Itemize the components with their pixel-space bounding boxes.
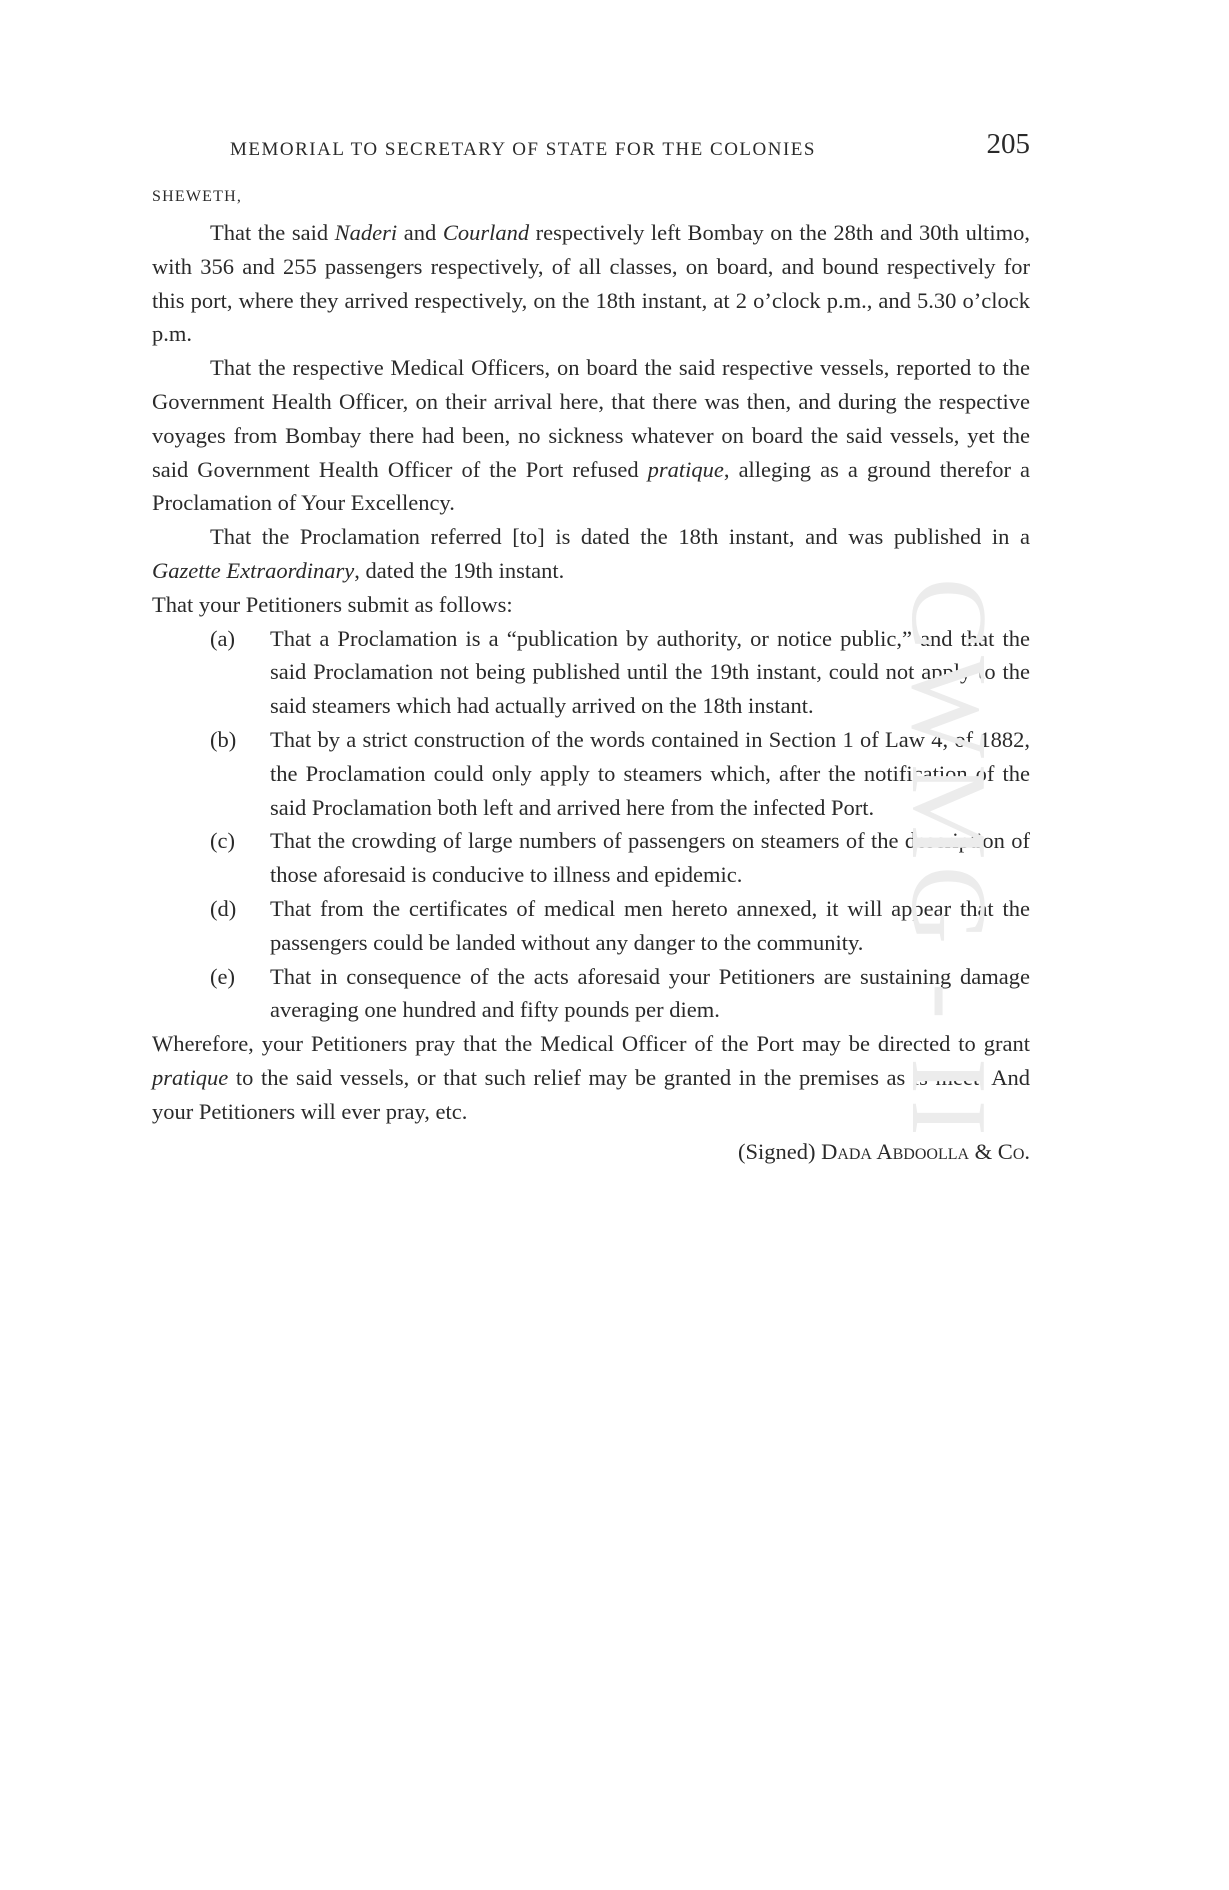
list-item-text: That by a strict construction of the words contained in Section 1 of Law 4, of 1882, the Proclamation could only apply to steamers which, after the notification of the said Proclamation both left and arrived here from the infected Port. (270, 726, 1030, 820)
list-item-marker: (a) (210, 625, 235, 651)
signature-prefix: (Signed) (737, 1138, 816, 1164)
list-item-marker: (b) (210, 726, 237, 752)
paragraph-medical-officers: That the respective Medical Officers, on board the said respective vessels, reported to the Government Health Officer, on their arrival here, that there was then, and during the respective voyages from Bombay there had been, no sickness whatever on board the said vessels, yet the said Government Health Officer of the Port refused pratique, alleging as a ground therefor a Proclamation of Your Excellency. (152, 355, 1030, 516)
list-item-text: That in consequence of the acts aforesaid your Petitioners are sustaining damage averaging one hundred and fifty pounds per diem. (270, 963, 1030, 1023)
ship-name-naderi: Naderi (334, 220, 398, 245)
running-head (152, 128, 1030, 168)
watermark: CWMG - II (889, 578, 1008, 1142)
paragraph-proclamation: That the Proclamation referred [to] is dated the 18th instant, and was published in a Gazette Extraordinary, dated the 19th instant. (152, 524, 1030, 583)
paragraph-prayer: Wherefore, your Petitioners pray that the Medical Officer of the Port may be directed to grant pratique to the said vessels, or that such relief may be granted in the premises as is meet. And your Petitioners will ever pray, etc. (152, 1031, 1030, 1124)
list-item-text: That a Proclamation is a “publication by authority, or notice public,” and that the said Proclamation not being published until the 19th instant, could not apply to the said steamers which had actually arrived on the 18th instant. (270, 625, 1030, 719)
paragraph-arrival: That the said Naderi and Courland respectively left Bombay on the 28th and 30th ultimo, with 356 and 255 passengers respectively, of all classes, on board, and bound respectively for this port, where they arrived respectively, on the 18th instant, at 2 o’clock p.m., and 5.30 o’clock p.m. (152, 220, 1030, 347)
list-item-marker: (e) (210, 963, 235, 989)
gazette-title: Gazette Extraordinary (152, 557, 355, 583)
page-number: 205 (986, 128, 1030, 160)
list-item-marker: (d) (210, 895, 237, 921)
term-pratique: pratique (647, 456, 724, 482)
term-pratique: pratique (152, 1064, 229, 1090)
ship-name-courland: Courland (442, 220, 530, 245)
signatory-name: Dada Abdoolla & Co. (821, 1138, 1030, 1164)
list-item-marker: (c) (210, 828, 235, 854)
list-item-text: That the crowding of large numbers of passengers on steamers of the description of those aforesaid is conducive to illness and epidemic. (270, 828, 1030, 888)
opening-word: SHEWETH, (152, 188, 243, 205)
running-title: MEMORIAL TO SECRETARY OF STATE FOR THE COLONIES (230, 139, 816, 160)
list-item-text: That from the certificates of medical men hereto annexed, it will appear that the passengers could be landed without any danger to the community. (270, 895, 1030, 955)
paragraph-submission: That your Petitioners submit as follows: (152, 591, 513, 617)
